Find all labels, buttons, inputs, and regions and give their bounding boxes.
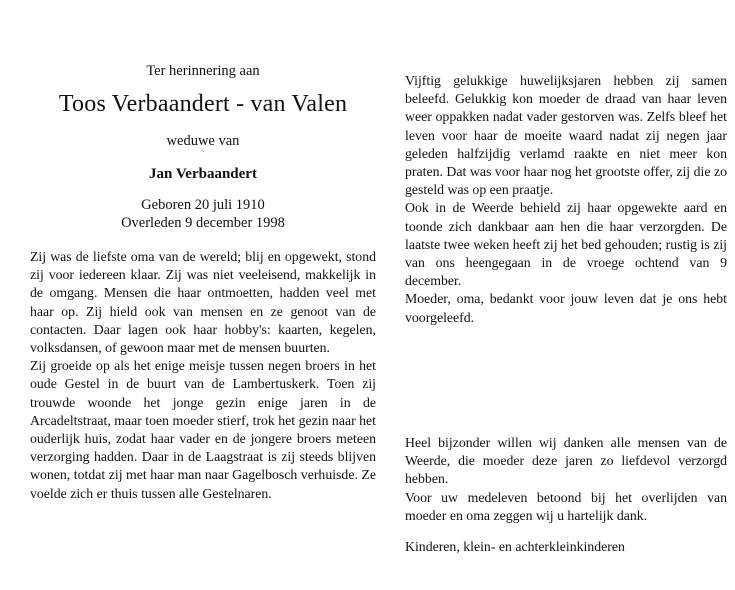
right-paragraph-2: Ook in de Weerde behield zij haar opgewekte aard en toonde zich dankbaar aan hen die haar verzorgden. De laatste twee weken heeft zij het bed gehouden; rustig is zij van ons heengegaan in de vroege ochtend van 9 december. [405,200,727,289]
left-column [30,62,376,503]
biography-paragraph-1: Zij was de liefste oma van de wereld; blij en opgewekt, stond zij voor iedereen klaar. Zij was niet veeleisend, makkelijk in de omgang. Mensen die haar ontmoetten, hadden veel met haar op. Zij hield ook van mensen en ze genoot van de contacten. Daar lagen ook haar hobby's: kaarten, kegelen, volksdansen, of gewoon maar met de mensen buurten. [30,249,376,356]
right-paragraph-1: Vijftig gelukkige huwelijksjaren hebben zij samen beleefd. Gelukkig kon moeder de draad van haar leven weer oppakken nadat vader gestorven was. Zelfs bleef het leven voor haar de moeite waard nadat zij negen jaar geleden halfzijdig verlamd raakte en niet meer kon praten. Dat was voor haar nog het grootste offer, zij die zo gesteld was op een praatje. [405,73,727,198]
small-mark: ˋ [201,150,205,161]
birth-date: Geboren 20 juli 1910 [141,197,265,213]
right-column [405,72,727,327]
thanks-section [405,434,727,556]
thanks-paragraph-2: Voor uw medeleven betoond bij het overlijden van moeder en oma zeggen wij u hartelijk dank. [405,489,727,523]
signature-line: Kinderen, klein- en achterkleinkinderen [405,539,625,555]
husband-name: Jan Verbaandert [149,166,257,182]
widow-label: weduwe van [166,133,240,149]
deceased-name: Toos Verbaandert - van Valen [58,91,348,117]
intro-text: Ter herinnering aan [146,63,260,79]
death-date: Overleden 9 december 1998 [121,215,285,231]
biography-paragraph-2: Zij groeide op als het enige meisje tussen negen broers in het oude Gestel in de buurt van de Lambertuskerk. Toen zij trouwde woonde het jonge gezin enige jaren in de Arcadeltstraat, maar toen moeder stierf, trok het gezin naar het ouderlijk huis, zodat haar vader en de jongere broers meteen verzorging hadden. Daar in de Laagstraat is zij steeds blijven wonen, totdat zij met haar man naar Gagelbosch verhuisde. Ze voelde zich er thuis tussen alle Gestelnaren. [30,358,376,501]
right-paragraph-3: Moeder, oma, bedankt voor jouw leven dat je ons hebt voorgeleefd. [405,291,727,325]
dates-block [30,196,376,232]
thanks-paragraph-1: Heel bijzonder willen wij danken alle mensen van de Weerde, die moeder deze jaren zo liefdevol verzorgd hebben. [405,435,727,487]
